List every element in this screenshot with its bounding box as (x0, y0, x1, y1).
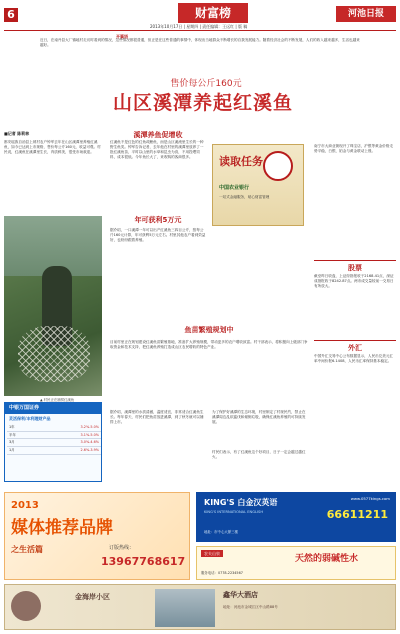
page-number: 6 (4, 8, 18, 22)
ad-securities[interactable] (4, 402, 102, 482)
ad-agri-bank-name: 中国农业银行 (219, 185, 250, 191)
col3-heading: 鱼苗繁殖规划中 (184, 326, 234, 334)
ad-estate-address: 地址：河池市金城江区中山路88号 (223, 605, 278, 609)
col3-text: 目前村里正在规划建设红溪鱼苗繁殖基地，准备扩大养殖规模，带动更多的农户增收致富。村干部表示，将积极向上级部门争取资金和技术支持，把红溪鱼养殖打造成山区农民增收的特色产业。 (110, 340, 308, 349)
right-col-text-2: 截至昨日收盘，上证综指报收于2168.41点，深证成指报收于8242.87点。两市成交量较前一交易日有所放大。 (314, 274, 394, 288)
article-headline: 山区溪潭养起红溪鱼 (112, 92, 293, 114)
ad-estate-building-image (155, 589, 215, 627)
right-col-text-3: 中国外汇交易中心公布数据显示，人民币兑美元汇率中间价报6.1408，人民币汇率保持基本稳定。 (314, 354, 394, 363)
ad-estate[interactable] (4, 584, 396, 630)
page-header (0, 0, 400, 30)
col2-subheading: 年可获利5万元 (134, 216, 182, 224)
rate-term: 半年 (7, 431, 37, 439)
ad-estate-name: 金海岸小区 (75, 593, 110, 601)
ad-water-headline: 天然的弱碱性水 (295, 554, 359, 564)
editor-note: 近日，在南丹县大厂镇地村走访时看到的情况，这些情况都很普通，但正是在这些普通的事情中，体现出当地群众不断增长的自我发展能力。随着经济社会的不断发展，人们的收入越来越多，生活也越来越好。 (40, 38, 360, 47)
header-divider (4, 30, 396, 31)
rate-row (7, 446, 101, 454)
bottom-col-left: 据介绍，溪潭里的水质清澈，温度适宜，非常适合红溪鱼生长。每年春天，村民们把鱼苗放进溪潭，到了秋冬就可以捕捞上市。 (110, 410, 204, 424)
ad-media-title: 媒体推荐品牌 (11, 518, 113, 538)
ad-securities-slogan: 灵活保利/丰利理财产品 (9, 415, 51, 421)
photo-fish-cage (18, 326, 90, 382)
ad-securities-rates (7, 424, 101, 454)
rate-row (7, 431, 101, 439)
ad-agri-bank-slogan: 读取任务 (219, 155, 263, 168)
editor-note-label: 开篇语 (116, 34, 128, 39)
bottom-col-mid: 为了保护好溪潭的生态环境，村里制定了村规民约，禁止在溪潭周边乱砍滥伐和倾倒垃圾，确保红溪鱼养殖的可持续发展。 (212, 410, 306, 424)
photo-caption: ▲ 村民正在捕捞红溪鱼 (40, 398, 75, 402)
masthead-logo: 河池日报 (336, 6, 396, 22)
ad-media-hotline-label: 订版热线： (109, 545, 135, 551)
ad-kings-address: 地址：市中心大厦三楼 (204, 530, 238, 534)
ad-kings-sub: KING'S INTERNATIONAL ENGLISH (204, 510, 264, 514)
rate-value: 3.0%-4.6% (37, 439, 101, 447)
col2-heading: 溪潭养鱼促增收 (133, 131, 183, 139)
issue-line: 2013年10月17日 | 星期四 | 责任编辑：王远红 | 版 稿 (150, 24, 248, 29)
rate-value: 3.1%-5.0% (37, 431, 101, 439)
ad-media-brand[interactable] (4, 492, 190, 580)
ad-kings-phone: 66611211 (326, 508, 388, 521)
ad-estate-logo-icon (11, 591, 41, 621)
ad-water-contact: 服务电话：0778-2234567 (201, 571, 243, 575)
ad-kings-name: KING'S 白金汉英语 (204, 498, 278, 507)
ad-kings-english[interactable] (196, 492, 396, 542)
ad-water[interactable] (196, 546, 396, 580)
right-col-text-1: 南宁市大商业街现开了珠宝店，沪银等黄金价格走势平稳，白银、铂金与黄金联动上涨。 (314, 144, 394, 153)
col2-text-2: 据介绍，一口溪潭一年可以出产红溪鱼三四百公斤，按每公斤160元计算，年可获利5万元左右。村里其他农户看到效益好，也纷纷跟着养殖。 (110, 228, 206, 242)
ad-estate-name-2: 鑫华大酒店 (223, 591, 258, 599)
rate-row (7, 424, 101, 431)
rate-term: 1月 (7, 446, 37, 454)
rate-term: 3月 (7, 439, 37, 447)
ad-water-tag: 农夫山泉 (201, 550, 223, 557)
article-byline: ■记者 陈莉林 (4, 131, 30, 136)
right-heading-forex: 外汇 (314, 340, 396, 353)
ad-agri-bank-sub: 一站式金融服务，贴心财富管理 (219, 195, 270, 199)
ad-media-year: 2013 (11, 500, 39, 511)
rate-row (7, 439, 101, 447)
ad-agri-bank-logo-icon (263, 151, 293, 181)
section-title: 财富榜 (178, 3, 248, 23)
rate-value: 2.6%-3.9% (37, 446, 101, 454)
ad-media-subtitle: 之生活篇 (11, 545, 43, 554)
article-lead: 都安瑶族自治县上坡村农户钟军去年在山区溪潭里养殖红溪鱼，如今已达到上市规格，售价每公斤160元，收益可观。村民说，红溪鱼在溪潭里生长，肉质鲜美，很受市场欢迎。 (4, 140, 101, 154)
article-subhead: 售价每公斤160元 (170, 79, 242, 89)
article-photo (4, 216, 102, 396)
ad-securities-name: 中银万国证券 (5, 403, 101, 414)
ad-kings-url: www.0577kings.com (350, 496, 390, 501)
ad-media-hotline: 13967768617 (101, 555, 186, 568)
right-heading-stocks: 股票 (314, 260, 396, 273)
ad-agri-bank[interactable] (212, 144, 304, 226)
bottom-col-mid-2: 村民们表示，有了红溪鱼这个好项目，日子一定会越过越红火。 (212, 450, 306, 459)
rate-term: 1年 (7, 424, 37, 431)
rate-value: 3.2%-5.0% (37, 424, 101, 431)
col2-text: 红溪鱼不是红色的红鱼或鲤鱼，而是山区溪流里生长的一种野生鱼类。钟军告诉记者，去年他在村里的溪潭里放养了一批红溪鱼苗，平时以山里的水草和昆虫为食，不用投喂饲料，成本很低。今年鱼长大了，来收购的客商很多。 (110, 140, 204, 159)
